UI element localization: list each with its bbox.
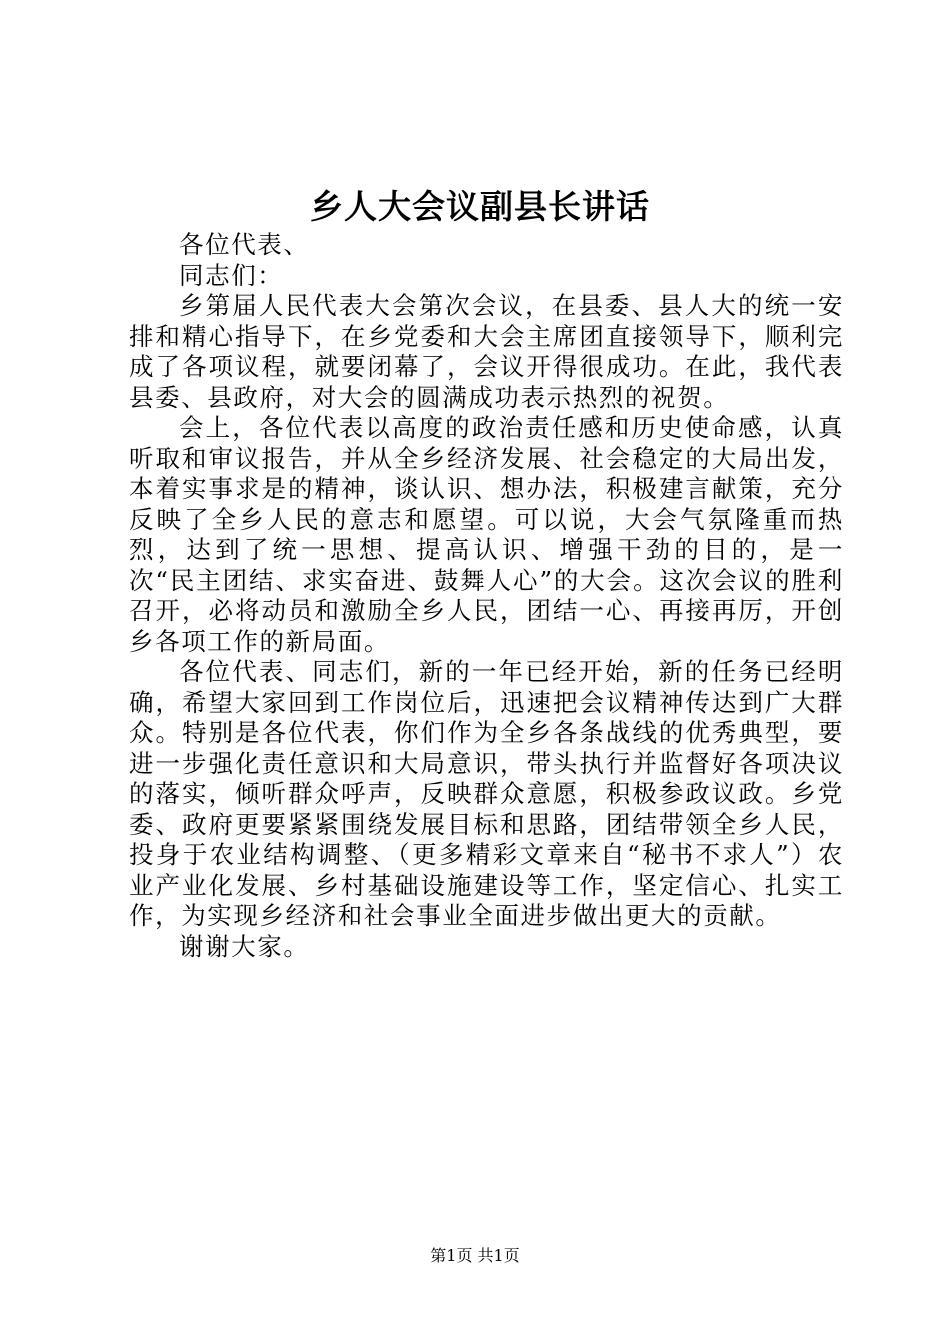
body-paragraph: 乡第届人民代表大会第次会议，在县委、县人大的统一安排和精心指导下，在乡党委和大会主席团直接领导下，顺利完成了各项议程，就要闭幕了，会议开得很成功。在此，我代表县委、县政府，对大会的圆满成功表示热烈的祝贺。 <box>129 291 844 412</box>
closing-line: 谢谢大家。 <box>179 931 310 961</box>
salutation-line: 同志们： <box>179 260 284 290</box>
salutation-line: 各位代表、 <box>179 230 310 259</box>
body-paragraph: 会上，各位代表以高度的政治责任感和历史使命感，认真听取和审议报告，并从全乡经济发展、社会稳定的大局出发，本着实事求是的精神，谈认识、想办法，积极建言献策，充分反映了全乡人民的意志和愿望。可以说，大会气氛隆重而热烈，达到了统一思想、提高认识、增强干劲的目的，是一次“民主团结、求实奋进、鼓舞人心”的大会。这次会议的胜利召开，必将动员和激励全乡人民，团结一心、再接再厉，开创乡各项工作的新局面。 <box>129 413 844 656</box>
document-body <box>129 230 844 962</box>
body-paragraph: 各位代表、同志们，新的一年已经开始，新的任务已经明确，希望大家回到工作岗位后，迅速把会议精神传达到广大群众。特别是各位代表，你们作为全乡各条战线的优秀典型，要进一步强化责任意识和大局意识，带头执行并监督好各项决议的落实，倾听群众呼声，反映群众意愿，积极参政议政。乡党委、政府更要紧紧围绕发展目标和思路，团结带领全乡人民，投身于农业结构调整、（更多精彩文章来自“秘书不求人”）农业产业化发展、乡村基础设施建设等工作，坚定信心、扎实工作，为实现乡经济和社会事业全面进步做出更大的贡献。 <box>129 657 844 930</box>
page-number-footer: 第1页 共1页 <box>430 1246 520 1265</box>
document-title: 乡人大会议副县长讲话 <box>310 187 650 226</box>
